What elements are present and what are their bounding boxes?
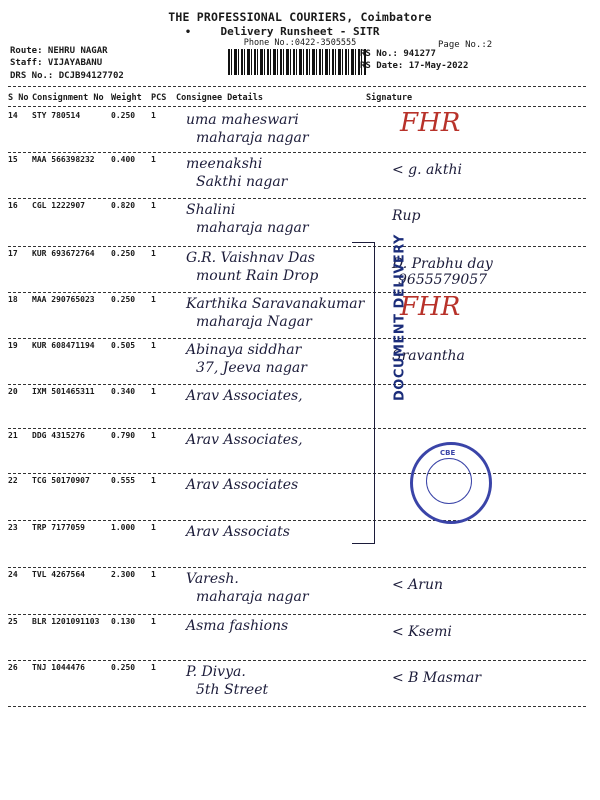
- signature: < B Masmar: [392, 670, 482, 686]
- row-consignment-no: TRP 7177059: [32, 523, 85, 532]
- col-signature: Signature: [366, 93, 413, 103]
- page-number: Page No.:2: [438, 40, 493, 50]
- table-row: [0, 614, 600, 654]
- table-row: [0, 567, 600, 607]
- rs-date: RS Date: 17-May-2022: [360, 61, 469, 71]
- row-pcs: 1: [151, 523, 156, 532]
- consignee-name: Arav Associats: [186, 524, 290, 540]
- consignee-name: Arav Associates,: [186, 388, 303, 404]
- row-sno: 17: [8, 249, 18, 258]
- rs-number: RS No.: 941277: [360, 49, 436, 59]
- consignee-name: Karthika Saravanakumar: [186, 296, 365, 312]
- barcode: [228, 49, 366, 75]
- bullet-dot: •: [185, 27, 192, 38]
- row-consignment-no: DDG 4315276: [32, 431, 85, 440]
- consignee-address: 37, Jeeva nagar: [196, 360, 307, 376]
- table-row: [0, 292, 600, 332]
- row-sno: 24: [8, 570, 18, 579]
- row-pcs: 1: [151, 663, 156, 672]
- row-weight: 2.300: [111, 570, 136, 579]
- row-sno: 20: [8, 387, 18, 396]
- row-weight: 0.130: [111, 617, 136, 626]
- row-sno: 14: [8, 111, 18, 120]
- consignee-address: maharaja nagar: [196, 130, 309, 146]
- row-consignment-no: MAA 566398232: [32, 155, 95, 164]
- row-sno: 26: [8, 663, 18, 672]
- consignee-address: Sakthi nagar: [196, 174, 288, 190]
- row-pcs: 1: [151, 201, 156, 210]
- row-consignment-no: KUR 608471194: [32, 341, 95, 350]
- document-delivery-stamp: [380, 225, 410, 425]
- table-row: [0, 246, 600, 286]
- table-row: [0, 520, 600, 560]
- row-weight: 0.790: [111, 431, 136, 440]
- table-row: [0, 473, 600, 513]
- signature: Rup: [392, 208, 421, 224]
- col-weight: Weight: [111, 93, 142, 103]
- row-weight: 1.000: [111, 523, 136, 532]
- consignee-name: Arav Associates,: [186, 432, 303, 448]
- consignee-name: P. Divya.: [186, 664, 246, 680]
- consignee-name: Shalini: [186, 202, 236, 218]
- consignee-address: mount Rain Drop: [196, 268, 319, 284]
- company-title: THE PROFESSIONAL COURIERS, Coimbatore: [168, 10, 432, 24]
- consignee-address: maharaja Nagar: [196, 314, 312, 330]
- company-seal-inner: [426, 458, 472, 504]
- seal-label: CBE: [440, 449, 456, 457]
- row-weight: 0.555: [111, 476, 136, 485]
- consignee-name: Abinaya siddhar: [186, 342, 302, 358]
- row-pcs: 1: [151, 431, 156, 440]
- row-sno: 16: [8, 201, 18, 210]
- table-row: [0, 428, 600, 468]
- row-pcs: 1: [151, 570, 156, 579]
- row-pcs: 1: [151, 295, 156, 304]
- consignee-name: G.R. Vaishnav Das: [186, 250, 315, 266]
- consignee-name: uma maheswari: [186, 112, 299, 128]
- table-row: [0, 198, 600, 238]
- signature: FHR: [400, 108, 461, 138]
- signature-phone: 9655579057: [398, 272, 488, 288]
- signature: < Arun: [392, 577, 444, 593]
- row-consignment-no: STY 780514: [32, 111, 81, 120]
- table-row: [0, 152, 600, 192]
- row-consignment-no: TCG 50170907: [32, 476, 90, 485]
- table-row: [0, 660, 600, 700]
- staff: Staff: VIJAYABANU: [10, 58, 103, 68]
- row-weight: 0.250: [111, 663, 136, 672]
- row-consignment-no: TVL 4267564: [32, 570, 85, 579]
- signature: Sravantha: [392, 348, 465, 364]
- consignee-name: Asma fashions: [186, 618, 289, 634]
- row-sno: 22: [8, 476, 18, 485]
- consignee-name: Arav Associates: [186, 477, 299, 493]
- signature: < g. akthi: [392, 162, 462, 178]
- row-pcs: 1: [151, 476, 156, 485]
- signature: FHR: [400, 292, 461, 322]
- row-weight: 0.340: [111, 387, 136, 396]
- consignee-name: meenakshi: [186, 156, 263, 172]
- runsheet-title: Delivery Runsheet - SITR: [220, 25, 380, 38]
- row-pcs: 1: [151, 155, 156, 164]
- row-consignment-no: IXM 501465311: [32, 387, 95, 396]
- row-weight: 0.250: [111, 111, 136, 120]
- row-consignment-no: TNJ 1044476: [32, 663, 85, 672]
- row-pcs: 1: [151, 341, 156, 350]
- row-consignment-no: CGL 1222907: [32, 201, 85, 210]
- column-divider: [8, 106, 586, 107]
- stamp-label: DOCUMENT DELIVERY: [392, 234, 408, 401]
- row-sno: 18: [8, 295, 18, 304]
- table-row: [0, 384, 600, 424]
- table-row: [0, 108, 600, 148]
- row-pcs: 1: [151, 249, 156, 258]
- row-sno: 19: [8, 341, 18, 350]
- row-divider: [8, 706, 586, 707]
- row-weight: 0.250: [111, 249, 136, 258]
- row-sno: 25: [8, 617, 18, 626]
- row-sno: 15: [8, 155, 18, 164]
- row-consignment-no: MAA 290765023: [32, 295, 95, 304]
- consignee-address: maharaja nagar: [196, 589, 309, 605]
- row-weight: 0.505: [111, 341, 136, 350]
- col-consignment: Consignment No: [32, 93, 104, 103]
- consignee-address: 5th Street: [196, 682, 269, 698]
- consignee-name: Varesh.: [186, 571, 239, 587]
- route: Route: NEHRU NAGAR: [10, 46, 108, 56]
- row-sno: 23: [8, 523, 18, 532]
- row-consignment-no: BLR 1201091103: [32, 617, 100, 626]
- row-sno: 21: [8, 431, 18, 440]
- row-pcs: 1: [151, 387, 156, 396]
- table-row: [0, 338, 600, 378]
- drs-number: DRS No.: DCJB94127702: [10, 71, 124, 81]
- row-consignment-no: KUR 693672764: [32, 249, 95, 258]
- col-pcs: PCS: [151, 93, 167, 103]
- col-sno: S No: [8, 93, 29, 103]
- row-weight: 0.250: [111, 295, 136, 304]
- row-weight: 0.820: [111, 201, 136, 210]
- row-pcs: 1: [151, 617, 156, 626]
- signature: D. Prabhu day: [392, 256, 493, 272]
- signature: < Ksemi: [392, 624, 452, 640]
- row-weight: 0.400: [111, 155, 136, 164]
- row-pcs: 1: [151, 111, 156, 120]
- grouping-bracket: [352, 242, 375, 544]
- header-divider: [8, 86, 586, 87]
- col-consignee: Consignee Details: [176, 93, 263, 103]
- phone-number: Phone No.:0422-3505555: [243, 38, 357, 48]
- consignee-address: maharaja nagar: [196, 220, 309, 236]
